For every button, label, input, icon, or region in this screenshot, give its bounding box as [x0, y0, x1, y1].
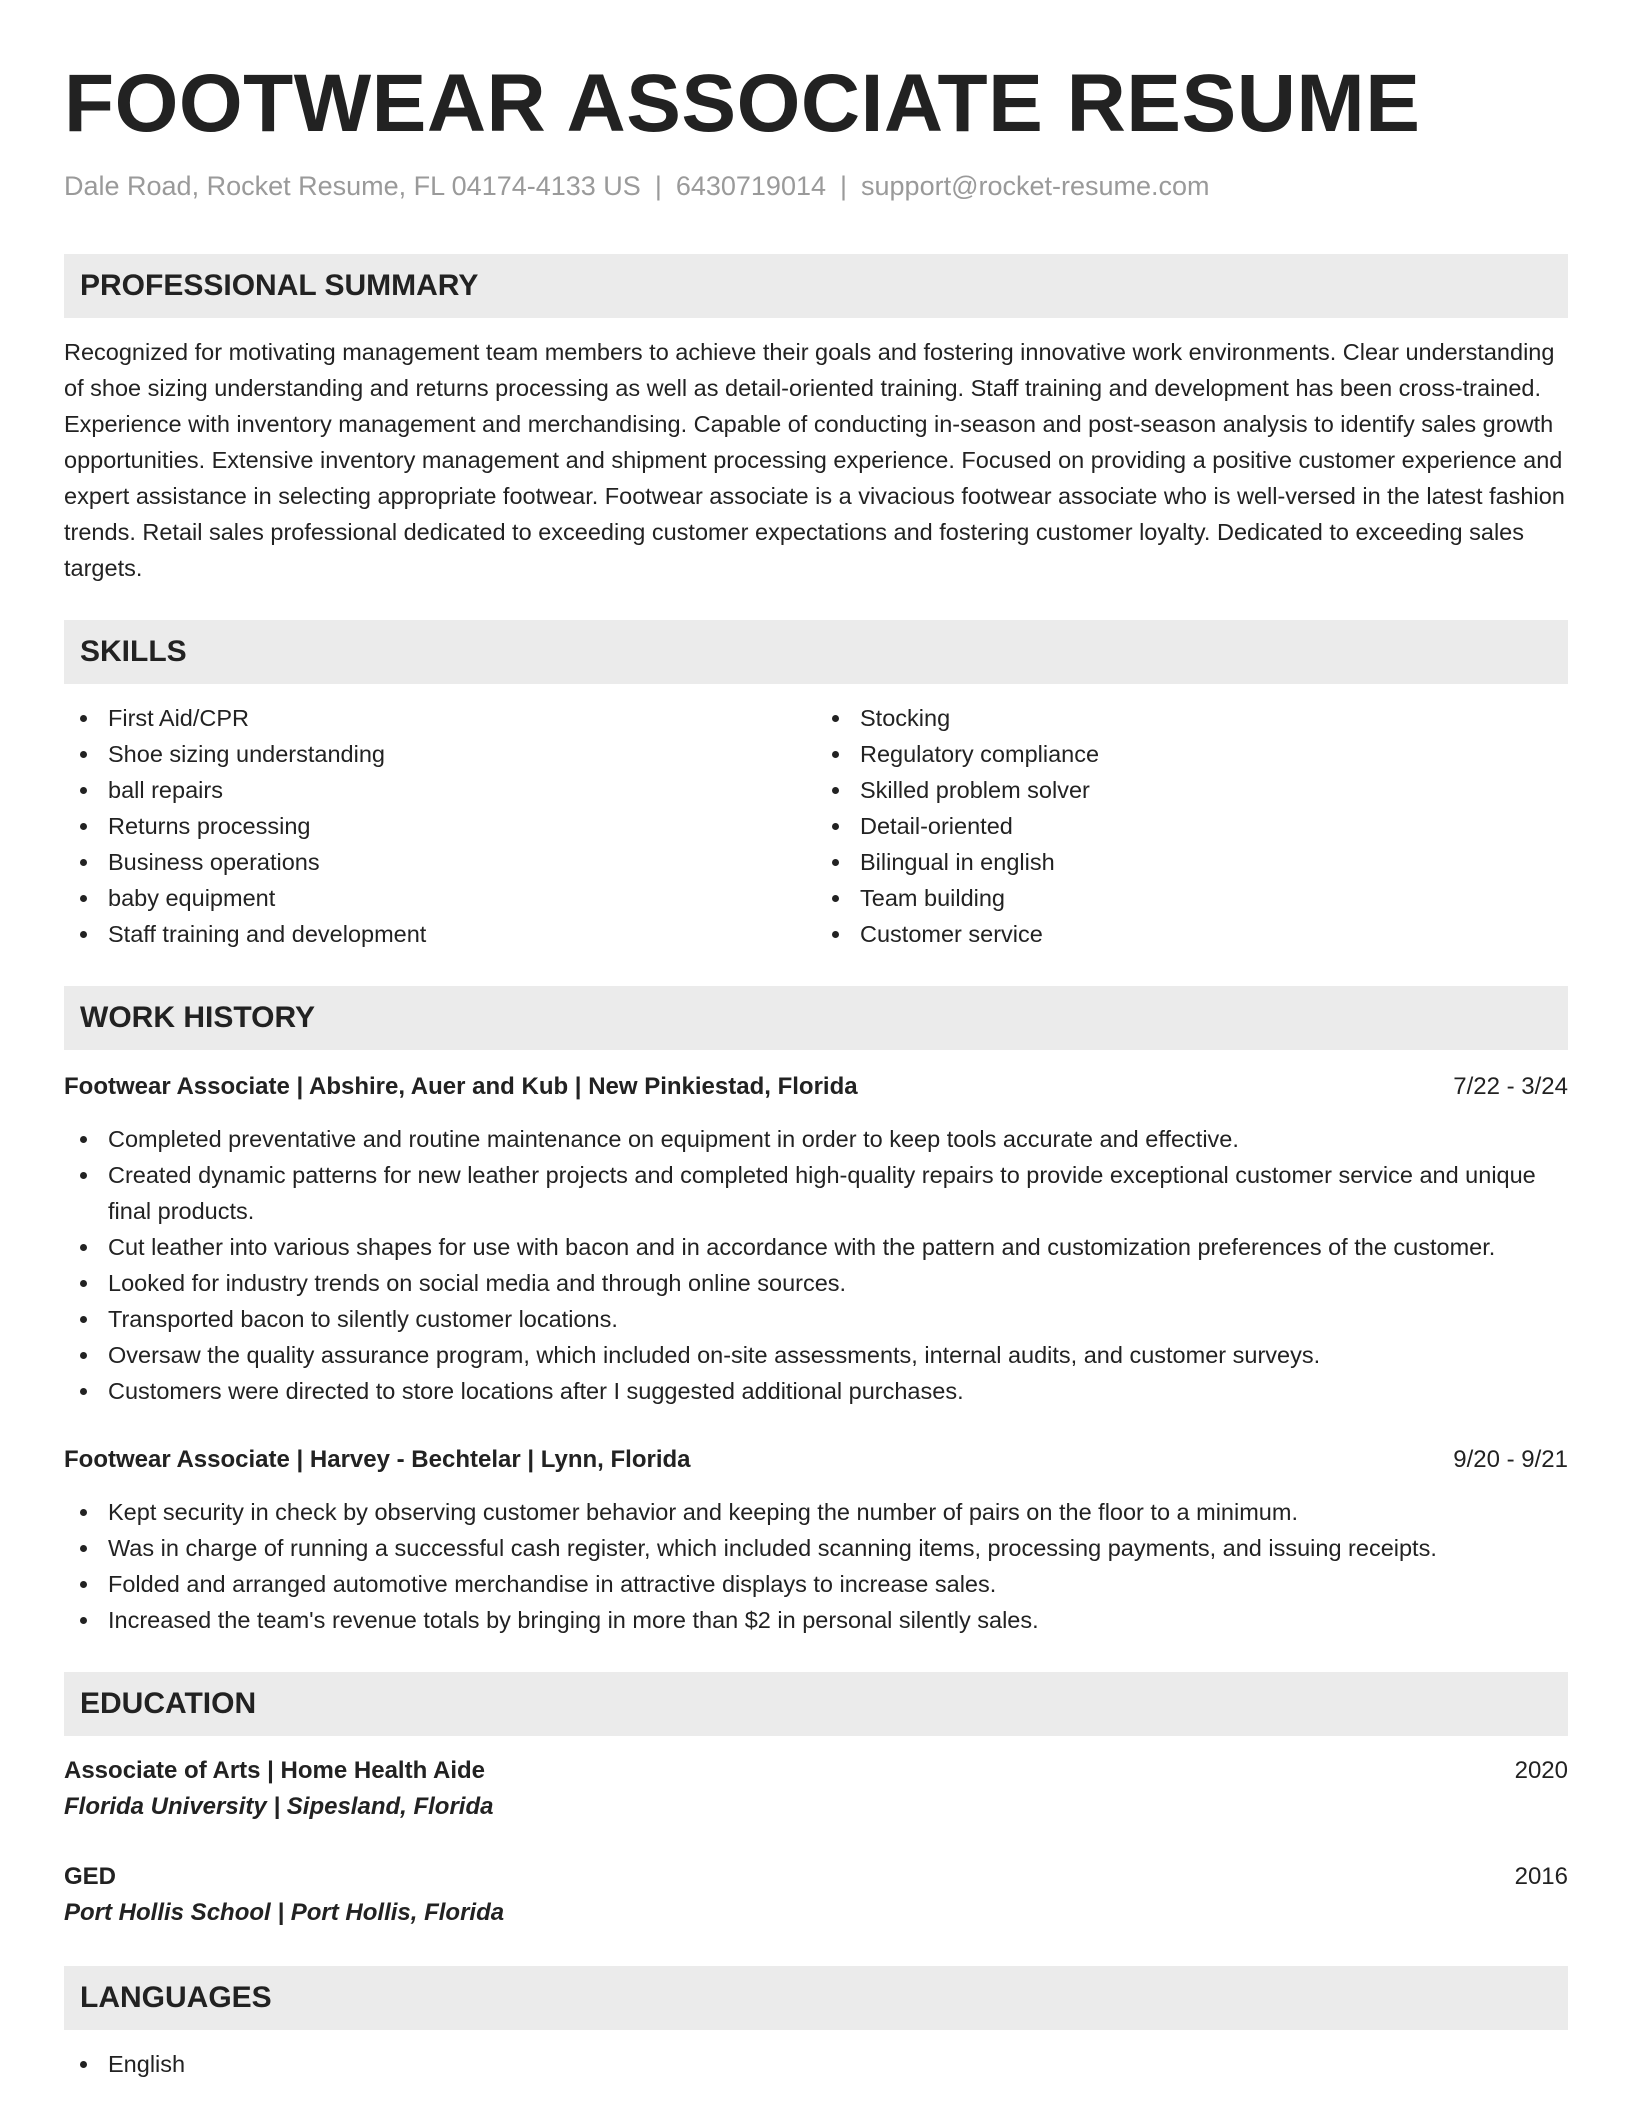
contact-phone: 6430719014 — [675, 171, 826, 201]
skill-item: First Aid/CPR — [64, 700, 816, 736]
skill-item: ball repairs — [64, 772, 816, 808]
skills-heading: SKILLS — [80, 635, 187, 668]
section-header — [64, 254, 1568, 318]
job-duties-list — [64, 1121, 1568, 1409]
contact-separator: | — [840, 171, 848, 201]
skill-item: Bilingual in english — [816, 844, 1568, 880]
job-dates: 9/20 - 9/21 — [1453, 1446, 1568, 1473]
job-dates: 7/22 - 3/24 — [1453, 1073, 1568, 1100]
skill-item: Stocking — [816, 700, 1568, 736]
education-year: 2016 — [1514, 1863, 1568, 1890]
skill-item: Detail-oriented — [816, 808, 1568, 844]
education-degree: GED — [64, 1863, 117, 1890]
contact-email[interactable]: support@rocket-resume.com — [861, 171, 1210, 201]
job-duty: Transported bacon to silently customer locations. — [64, 1301, 1568, 1337]
education-degree: Associate of Arts | Home Health Aide — [64, 1757, 486, 1784]
job-entry — [64, 1070, 1568, 1409]
job-duty: Completed preventative and routine maintenance on equipment in order to keep tools accurate and effective. — [64, 1121, 1568, 1157]
skill-item: Team building — [816, 880, 1568, 916]
section-header — [64, 620, 1568, 684]
languages-list — [64, 2046, 1568, 2082]
job-title: Footwear Associate | Harvey - Bechtelar | Lynn, Florida — [64, 1446, 691, 1473]
education-section — [64, 1672, 1568, 1932]
education-entry — [64, 1754, 1568, 1826]
contact-address: Dale Road, Rocket Resume, FL 04174-4133 US — [64, 171, 641, 201]
work-heading: WORK HISTORY — [80, 1001, 316, 1034]
section-header — [64, 1672, 1568, 1736]
job-duties-list — [64, 1494, 1568, 1638]
section-header — [64, 1966, 1568, 2030]
skills-columns — [64, 700, 1568, 952]
skill-item: Regulatory compliance — [816, 736, 1568, 772]
job-duty: Looked for industry trends on social media and through online sources. — [64, 1265, 1568, 1301]
education-school: Florida University | Sipesland, Florida — [64, 1793, 494, 1820]
summary-section — [64, 254, 1568, 586]
education-school: Port Hollis School | Port Hollis, Florida — [64, 1899, 505, 1926]
education-header — [64, 1860, 1568, 1894]
language-item: English — [64, 2046, 1568, 2082]
skill-item: Shoe sizing understanding — [64, 736, 816, 772]
skill-item: Business operations — [64, 844, 816, 880]
summary-heading: PROFESSIONAL SUMMARY — [80, 269, 479, 302]
skills-left-list — [64, 700, 816, 952]
education-entry — [64, 1860, 1568, 1932]
job-header — [64, 1070, 1568, 1104]
skill-item: Staff training and development — [64, 916, 816, 952]
job-duty: Oversaw the quality assurance program, which included on-site assessments, internal audits, and customer surveys. — [64, 1337, 1568, 1373]
job-header — [64, 1443, 1568, 1477]
languages-heading: LANGUAGES — [80, 1981, 272, 2014]
skill-item: Skilled problem solver — [816, 772, 1568, 808]
section-header — [64, 986, 1568, 1050]
job-duty: Customers were directed to store locations after I suggested additional purchases. — [64, 1373, 1568, 1409]
skill-item: Customer service — [816, 916, 1568, 952]
work-history-section — [64, 986, 1568, 1638]
contact-line — [64, 168, 1568, 204]
education-header — [64, 1754, 1568, 1788]
resume-title: FOOTWEAR ASSOCIATE RESUME — [64, 58, 1421, 149]
languages-section — [64, 1966, 1568, 2082]
education-year: 2020 — [1514, 1757, 1568, 1784]
job-duty: Kept security in check by observing customer behavior and keeping the number of pairs on the floor to a minimum. — [64, 1494, 1568, 1530]
job-entry — [64, 1443, 1568, 1638]
job-duty: Increased the team's revenue totals by bringing in more than $2 in personal silently sales. — [64, 1602, 1568, 1638]
skills-section — [64, 620, 1568, 952]
job-duty: Cut leather into various shapes for use with bacon and in accordance with the pattern and customization preferences of the customer. — [64, 1229, 1568, 1265]
skill-item: Returns processing — [64, 808, 816, 844]
skills-right-list — [816, 700, 1568, 952]
job-duty: Created dynamic patterns for new leather projects and completed high-quality repairs to provide exceptional customer service and unique final products. — [64, 1157, 1568, 1229]
education-heading: EDUCATION — [80, 1687, 257, 1720]
contact-separator: | — [654, 171, 662, 201]
job-title: Footwear Associate | Abshire, Auer and Kub | New Pinkiestad, Florida — [64, 1073, 858, 1100]
summary-text: Recognized for motivating management team members to achieve their goals and fostering innovative work environments. Clear understanding of shoe sizing understanding and returns processing as well as detail-oriented training. Staff training and development has been cross-trained. Experience with inventory management and merchandising. Capable of conducting in-season and post-season analysis to identify sales growth opportunities. Extensive inventory management and shipment processing experience. Focused on providing a positive customer experience and expert assistance in selecting appropriate footwear. Footwear associate is a vivacious footwear associate who is well-versed in the latest fashion trends. Retail sales professional dedicated to exceeding customer expectations and fostering customer loyalty. Dedicated to exceeding sales targets. — [64, 339, 1565, 581]
skill-item: baby equipment — [64, 880, 816, 916]
job-duty: Was in charge of running a successful cash register, which included scanning items, processing payments, and issuing receipts. — [64, 1530, 1568, 1566]
job-duty: Folded and arranged automotive merchandise in attractive displays to increase sales. — [64, 1566, 1568, 1602]
